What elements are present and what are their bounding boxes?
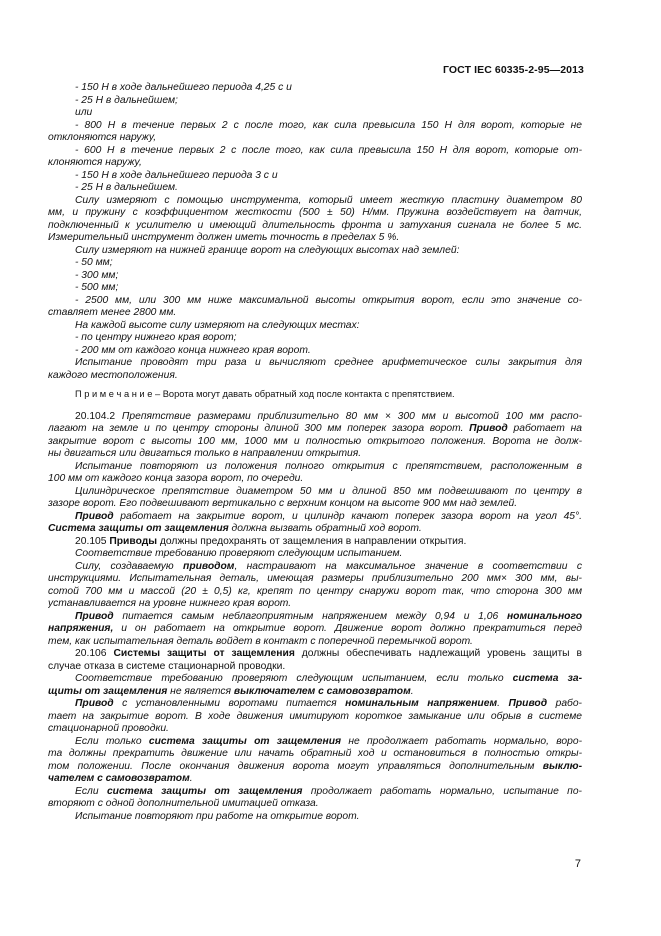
text-line: - 25 Н в дальнейшем;: [75, 94, 178, 106]
text-line: отклоняются наружу,: [48, 132, 157, 143]
text-line: вторяют с одной дополнительной имитацией отказа.: [48, 798, 319, 809]
text-line: Система защиты от защемления должна вызвать обратный ход ворот.: [48, 523, 422, 534]
text-line: - 500 мм;: [75, 282, 119, 293]
text-line: 20.104.2 Препятствие размерами приблизительно 80 мм × 300 мм и высотой 100 мм распо-: [75, 410, 582, 422]
text-line: 100 мм от каждого конца зазора ворот, по очереди.: [48, 473, 304, 484]
text-line: Цилиндрическое препятствие диаметром 50 мм и длиной 850 мм подвешивают по центру в: [75, 485, 582, 497]
text-line: На каждой высоте силу измеряют на следующих местах:: [75, 319, 360, 331]
text-line: Испытание повторяют при работе на открытие ворот.: [75, 810, 360, 822]
text-line: тает на закрытие ворот. В ходе движения имитируют короткое замыкание или обрыв в системе: [48, 710, 582, 722]
section-20-105: [48, 536, 582, 649]
text-line: тем, как испытательная деталь войдет в контакт с поперечной перемычкой ворот.: [48, 635, 473, 647]
text-line: клоняются наружу,: [48, 157, 142, 168]
text-line: устанавливается на уровне нижнего края ворот.: [48, 598, 292, 609]
text-line: том положении. После окончания движения ворота могут управляться дополнительным выклю-: [48, 760, 582, 772]
text-line: чателем с самовозвратом.: [48, 773, 193, 784]
text-line: Испытание повторяют из положения полного открытия с препятствием, расположенным в: [75, 460, 582, 472]
text-line: мм, и пружину с коэффициентом жесткости (500 ± 50) Н/мм. Пружина воздействует на датчик,: [48, 207, 582, 218]
text-line: сотой 700 мм и массой (20 ± 0,5) кг, крепят по центру снаружи ворот так, что сторона 300 мм: [48, 585, 582, 597]
text-line: - 2500 мм, или 300 мм ниже максимальной высоты открытия ворот, если это значение со-: [75, 294, 582, 306]
text-line: случае отказа в системе стационарной проводки.: [48, 660, 286, 672]
text-line: 20.106 Системы защиты от защемления должны обеспечивать надлежащий уровень защиты в: [75, 648, 582, 659]
document-header: ГОСТ IEC 60335-2-95—2013: [442, 64, 584, 76]
text-line: лагают на земле и по центру стороны длиной 300 мм поперек зазора ворот. Привод работает на: [48, 423, 582, 434]
text-line: Соответствие требованию проверяют следующим испытанием, если только система за-: [75, 673, 582, 684]
text-line: Испытание проводят три раза и вычисляют среднее арифметическое силы закрытия для: [75, 357, 582, 368]
text-line: Привод работает на закрытие ворот, и цилиндр качают поперек зазора ворот на угол 45°.: [75, 510, 582, 522]
text-line: - 150 Н в ходе дальнейшего периода 3 с и: [75, 169, 278, 181]
page-number: 7: [574, 858, 581, 870]
text-line: ставляет менее 2800 мм.: [48, 307, 177, 318]
text-line: закрытие ворот с высоты 100 мм, 1000 мм и полностью открытого положения. Ворота не долж-: [48, 435, 582, 447]
text-line: напряжения, и он работает на открытие ворот. Движение ворот должно прекратиться перед: [48, 623, 582, 634]
text-line: Силу измеряют с помощью инструмента, который имеет жесткую пластину диаметром 80: [75, 194, 582, 206]
text-line: - 25 Н в дальнейшем.: [75, 182, 178, 193]
text-line: Привод питается самым неблагоприятным напряжением между 0,94 и 1,06 номинального: [75, 610, 582, 622]
text-line: та должны прекратить движение или начать обратный ход и остановиться в полностью откры-: [48, 748, 582, 759]
text-line: - 50 мм;: [75, 257, 113, 268]
text-line: - 800 Н в течение первых 2 с после того, как сила превысила 150 Н для ворот, которые не: [75, 119, 582, 131]
text-line: Привод с установленными воротами питается номинальным напряжением. Привод рабо-: [75, 698, 582, 709]
note: П р и м е ч а н и е – Ворота могут давать обратный ход после контакта с препятствием.: [75, 389, 455, 399]
text-line: 20.105 Приводы должны предохранять от защемления в направлении открытия.: [75, 535, 467, 547]
text-line: ны двигаться или двигаться только в направлении открытия.: [48, 448, 362, 459]
text-line: Измерительный инструмент должен иметь точность в пределах 5 %.: [48, 232, 400, 243]
text-line: - 150 Н в ходе дальнейшего периода 4,25 с и: [75, 82, 292, 93]
text-line: - 200 мм от каждого конца нижнего края ворот.: [75, 344, 311, 356]
text-line: инструкциями. Испытательная деталь, имеющая размеры приблизительно 200 мм× 300 мм, вы-: [48, 573, 582, 584]
text-line: или: [75, 107, 93, 118]
text-line: Силу, создаваемую приводом, настраивают на максимальное значение в соответствии с: [75, 560, 582, 572]
section-20-106: [48, 648, 582, 823]
text-line: Если только система защиты от защемления не продолжает работать нормально, воро-: [75, 735, 582, 747]
text-line: - по центру нижнего края ворот;: [75, 332, 237, 343]
text-line: - 600 Н в течение первых 2 с после того, как сила превысила 150 Н для ворот, которые от-: [75, 144, 582, 156]
text-line: Соответствие требованию проверяют следующим испытанием.: [75, 548, 403, 559]
text-line: щиты от защемления не является выключателем с самовозвратом.: [48, 685, 414, 697]
text-line: Силу измеряют на нижней границе ворот на следующих высотах над землей:: [75, 244, 460, 256]
text-line: зазоре ворот. Его подвешивают вертикально с верхним концом на высоте 900 мм над землей.: [48, 498, 518, 509]
section-20-104-2: [48, 411, 582, 536]
text-line: подключенный к усилителю и имеющий длительность фронта и затухания сигнала не более 5 мс.: [48, 219, 582, 231]
text-line: Если система защиты от защемления продолжает работать нормально, испытание по-: [75, 785, 582, 797]
text-line: стационарной проводки.: [48, 723, 169, 734]
text-line: - 300 мм;: [75, 269, 119, 281]
text-line: каждого местоположения.: [48, 369, 178, 381]
section-continuation: [48, 82, 582, 382]
page-body: [48, 82, 582, 823]
